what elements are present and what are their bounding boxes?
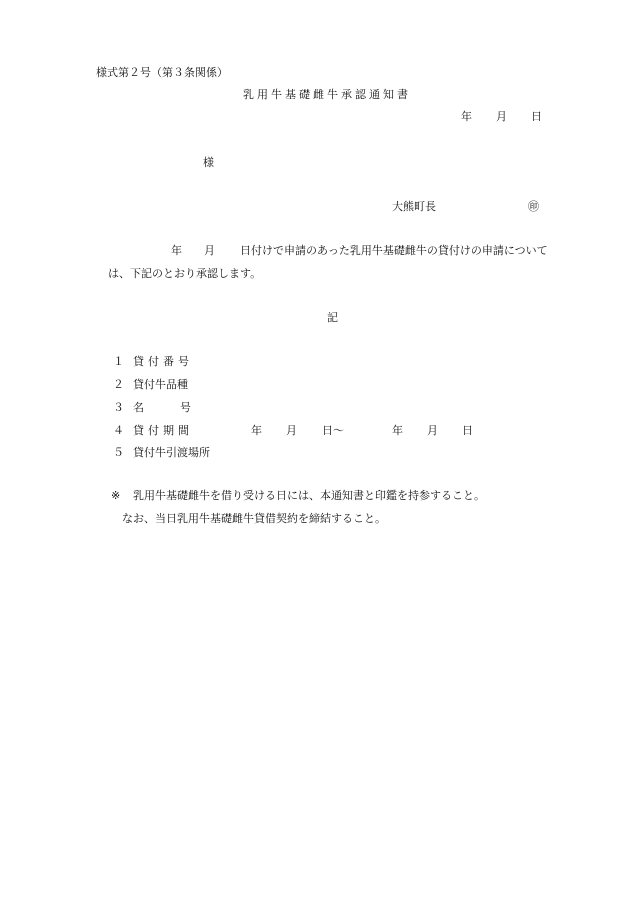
period-month-start: 月 [286,424,297,437]
item-label: 貸付牛引渡場所 [133,446,210,459]
note-mark: ※ [111,489,121,502]
body-line2: は、下記のとおり承認します。 [108,267,262,280]
addressee-suffix: 様 [203,156,214,169]
date-day: 日 [531,110,542,123]
item-number: ２ [113,378,124,391]
item-label: 貸付牛品種 [133,378,188,391]
body-month: 月 [204,244,215,257]
item-label-b: 号 [180,401,191,414]
item-number: ４ [113,424,124,437]
ki-heading: 記 [327,311,338,324]
period-year-start: 年 [251,424,262,437]
body-year: 年 [171,244,182,257]
note-line2: なお、当日乳用牛基礎雌牛貸借契約を締結すること。 [122,512,386,525]
item-number: ３ [113,401,124,414]
item-number: ５ [113,446,124,459]
item-label-a: 名 [133,401,144,414]
period-year-end: 年 [392,424,403,437]
form-label: 様式第２号（第３条関係） [96,66,228,79]
item-label: 貸付期間 [133,424,193,437]
date-year: 年 [461,110,472,123]
document-title: 乳用牛基礎雌牛承認通知書 [243,88,411,101]
issuer-name: 大熊町長 [392,200,436,213]
seal-mark: ㊞ [528,200,539,213]
note-line1: 乳用牛基礎雌牛を借り受ける日には、本通知書と印鑑を持参すること。 [133,489,485,502]
period-month-end: 月 [427,424,438,437]
item-number: １ [113,355,124,368]
body-line1: 日付けで申請のあった乳用牛基礎雌牛の貸付けの申請について [240,244,548,257]
period-day-start: 日～ [322,424,344,437]
period-day-end: 日 [462,424,473,437]
item-label: 貸付番号 [133,355,193,368]
date-month: 月 [496,110,507,123]
